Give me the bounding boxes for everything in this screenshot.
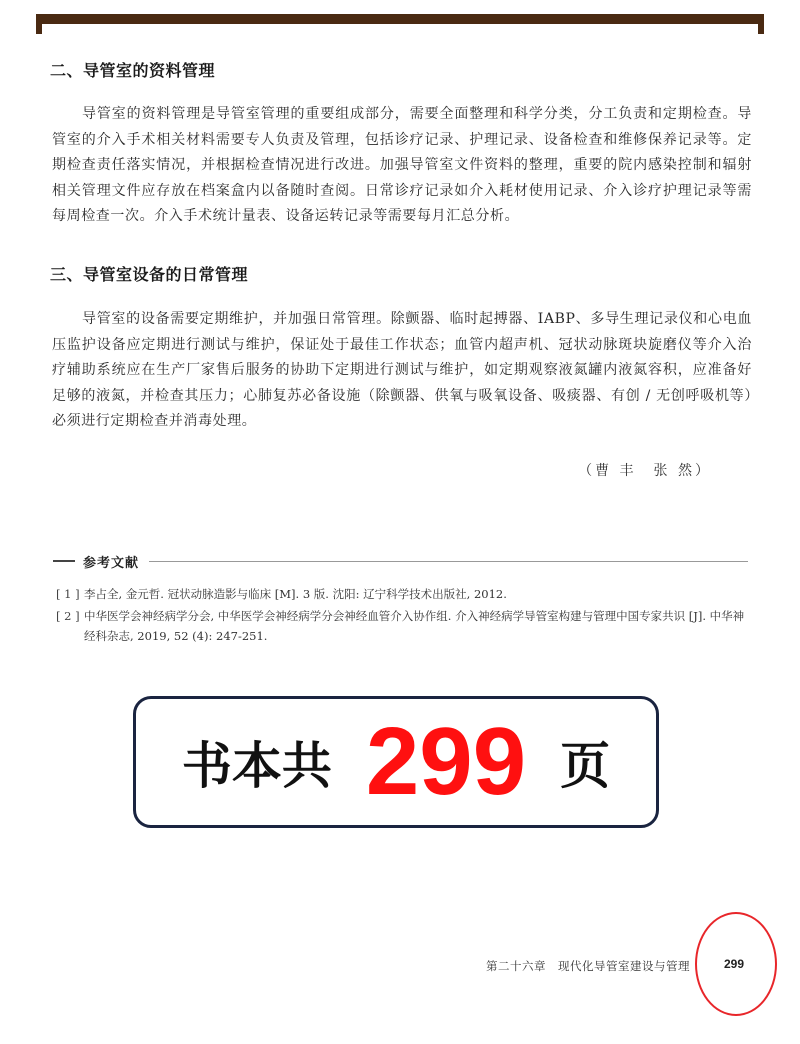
reference-text: 中华医学会神经病学分会, 中华医学会神经病学分会神经血管介入协作组. 介入神经病学导管室构建与管理中国专家共识 [J]. 中华神经科杂志, 2019, 52 (4): 247-251. bbox=[84, 609, 745, 643]
reference-number: [ 2 ] bbox=[56, 609, 80, 623]
references-dash bbox=[53, 560, 75, 562]
banner-prefix: 书本共 bbox=[181, 737, 332, 795]
references-header bbox=[53, 550, 748, 572]
authors: （曹 丰 张 然） bbox=[578, 463, 712, 479]
section3-paragraph: 导管室的设备需要定期维护，并加强日常管理。除颤器、临时起搏器、IABP、多导生理记录仪和心电血压监护设备应定期进行测试与维护，保证处于最佳工作状态；血管内超声机、冠状动脉斑块旋磨仪等介入治疗辅助系统应在生产厂家售后服务的协助下定期进行测试与维护，如定期观察液氮罐内液氮容积，应准备好足够的液氮，并检查其压力；心肺复苏必备设施（除颤器、供氧与吸氧设备、吸痰器、有创 / 无创呼吸机等）必须进行定期检查并消毒处理。 bbox=[52, 311, 752, 429]
top-border-bar bbox=[36, 14, 764, 24]
reference-number: [ 1 ] bbox=[56, 587, 80, 601]
section2-paragraph: 导管室的资料管理是导管室管理的重要组成部分，需要全面整理和科学分类，分工负责和定期检查。导管室的介入手术相关材料需要专人负责及管理，包括诊疗记录、护理记录、设备检查和维修保养记录等。定期检查责任落实情况，并根据检查情况进行改进。加强导管室文件资料的整理，重要的院内感染控制和辐射相关管理文件应存放在档案盒内以备随时查阅。日常诊疗记录如介入耗材使用记录、介入诊疗护理记录等需每周检查一次。介入手术统计量表、设备运转记录等需要每月汇总分析。 bbox=[52, 106, 752, 224]
chapter-footer: 第二十六章 现代化导管室建设与管理 bbox=[486, 959, 690, 973]
reference-text: 李占全, 金元哲. 冠状动脉造影与临床 [M]. 3 版. 沈阳: 辽宁科学技术出版社, 2012. bbox=[84, 587, 507, 601]
references-title: 参考文献 bbox=[83, 555, 140, 571]
references-list bbox=[56, 584, 746, 648]
page-number-highlight-circle bbox=[695, 912, 777, 1016]
page-count-banner bbox=[133, 696, 659, 828]
reference-item bbox=[56, 584, 746, 604]
banner-suffix: 页 bbox=[560, 737, 611, 795]
reference-item bbox=[56, 606, 746, 646]
banner-number: 299 bbox=[365, 708, 527, 815]
references-rule bbox=[149, 561, 748, 562]
section2-heading: 二、导管室的资料管理 bbox=[50, 61, 216, 80]
section3-heading: 三、导管室设备的日常管理 bbox=[50, 265, 249, 284]
page-number: 299 bbox=[724, 957, 745, 971]
